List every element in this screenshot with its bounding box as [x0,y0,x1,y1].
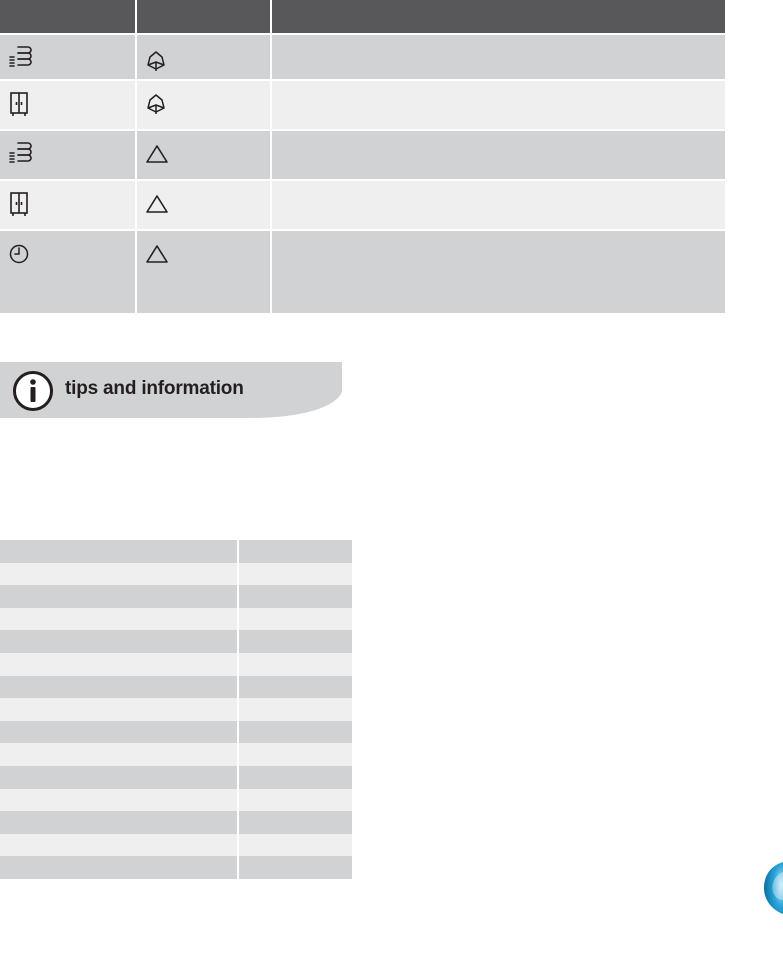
header-cell-1 [0,0,137,33]
synthetics-icon [145,193,169,215]
table-row [0,585,352,608]
header-cell-2 [137,0,272,33]
tips-title: tips and information [65,378,244,399]
table-row [0,811,352,834]
table-row [0,563,352,586]
row-description [272,179,725,229]
cotton-icon [145,50,167,72]
table-row [0,179,725,229]
row-description [272,129,725,179]
brand-logo-icon [762,858,783,922]
table-row [0,721,352,744]
table-row [0,789,352,812]
table-row [0,676,352,699]
cupboard-dry-icon [8,191,30,217]
tips-banner [0,362,342,418]
header-cell-3 [272,0,725,33]
table-row [0,540,352,563]
spec-table [0,540,352,879]
synthetics-icon [145,243,169,265]
table-row [0,79,725,129]
table-row [0,630,352,653]
table-row [0,743,352,766]
table-row [0,856,352,879]
table-row [0,129,725,179]
row-description [272,33,725,79]
table-row [0,834,352,857]
synthetics-icon [145,143,169,165]
info-icon [12,370,54,412]
table-row [0,766,352,789]
table-row [0,653,352,676]
dry-level-icon [8,43,34,69]
table-row [0,608,352,631]
table-row [0,33,725,79]
table-row [0,698,352,721]
cotton-icon [145,93,167,115]
table-row [0,229,725,313]
timer-icon [8,243,30,265]
row-description [272,229,725,313]
dry-level-icon [8,139,34,165]
programme-table-header [0,0,725,33]
row-description [272,79,725,129]
cupboard-dry-icon [8,91,30,117]
programme-table [0,0,725,313]
